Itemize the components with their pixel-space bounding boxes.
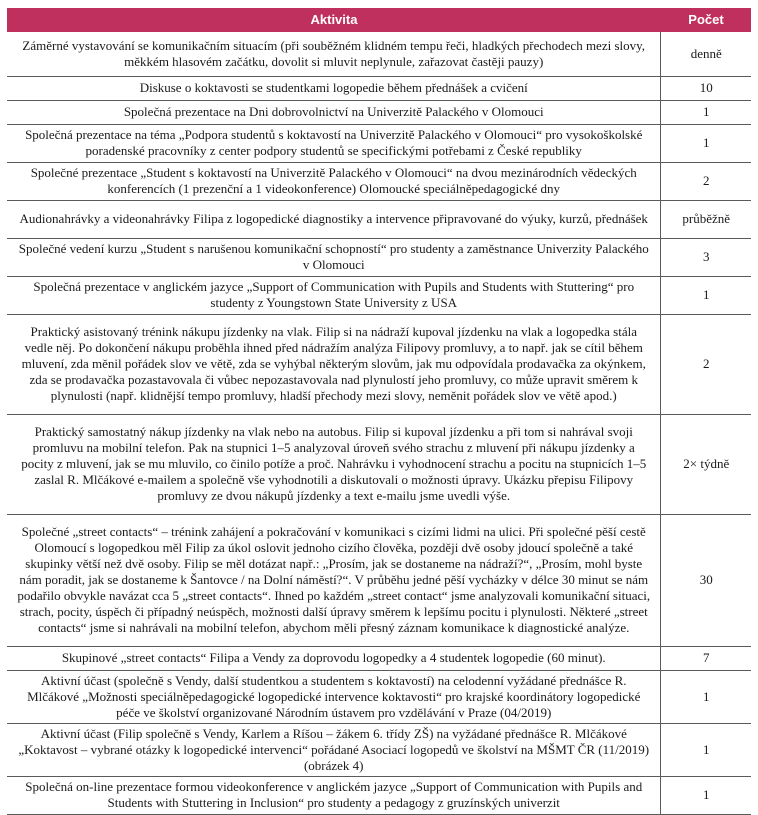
activity-cell: Diskuse o koktavosti se studentkami logopedie během přednášek a cvičení bbox=[7, 76, 661, 100]
activity-cell: Společné vedení kurzu „Student s narušenou komunikační schopností“ pro studenty a zaměstnance Univerzity Palackého v Olomouci bbox=[7, 238, 661, 276]
count-cell: 1 bbox=[661, 776, 751, 814]
table-row bbox=[7, 162, 751, 200]
table-body bbox=[7, 32, 751, 814]
table-row bbox=[7, 100, 751, 124]
table-row bbox=[7, 32, 751, 76]
count-cell: 30 bbox=[661, 514, 751, 646]
count-cell: denně bbox=[661, 32, 751, 76]
activity-cell: Skupinové „street contacts“ Filipa a Vendy za doprovodu logopedky a 4 studentek logopedie (60 minut). bbox=[7, 646, 661, 670]
table-row bbox=[7, 124, 751, 162]
activity-cell: Společná on-line prezentace formou videokonference v anglickém jazyce „Support of Communication with Pupils and Students with Stuttering in Inclusion“ pro studenty a pedagogy z gruzínských univerzit bbox=[7, 776, 661, 814]
header-row bbox=[7, 8, 751, 32]
count-cell: 1 bbox=[661, 100, 751, 124]
activity-cell: Společné „street contacts“ – trénink zahájení a pokračování v komunikaci s cizími lidmi na ulici. Při společné pěší cestě Olomoucí s logopedkou měl Filip za úkol oslovit jednoho cizího člověka, později dvě osoby jdoucí společně a také skupinky větší než dvě osoby. Filip se měl dotázat např.: „Prosím, jak se dostaneme na nádraží?“, „Prosím, mohl byste nám poradit, jak se dostaneme k Šantovce / na Dolní náměstí?“. V průběhu jedné pěší vycházky v délce 30 minut se nám podařilo obvykle navázat cca 5 „street contacts“. Ihned po každém „street contact“ jsme analyzovali komunikační situaci, strach, pocity, úspěch či případný neúspěch, možnosti další úpravy směrem k lepšímu pocitu i plynulosti. Některé „street contacts“ jsme si nahrávali na mobilní telefon, abychom měli přesný záznam komunikace k diagnostické analýze. bbox=[7, 514, 661, 646]
activities-table-container bbox=[7, 8, 751, 815]
activity-cell: Záměrné vystavování se komunikačním situacím (při souběžném klidném tempu řeči, hladkých přechodech mezi slovy, měkkém hlasovém začátku, dovolit si mluvit neplynule, zařazovat častěji pauzy) bbox=[7, 32, 661, 76]
activity-cell: Společné prezentace „Student s koktavostí na Univerzitě Palackého v Olomouci“ na dvou mezinárodních vědeckých konferencích (1 prezenční a 1 videokonference) Olomoucké speciálněpedagogické dny bbox=[7, 162, 661, 200]
activities-table bbox=[7, 8, 751, 815]
count-cell: 2 bbox=[661, 162, 751, 200]
table-row bbox=[7, 776, 751, 814]
count-cell: průběžně bbox=[661, 200, 751, 238]
activity-cell: Praktický asistovaný trénink nákupu jízdenky na vlak. Filip si na nádraží kupoval jízdenku na vlak a logopedka stála vedle něj. Po dokončení nákupu proběhla ihned před nádražím analýza Filipovy promluvy, a to např. jak se cítil během mluvení, zda měnil pořádek slov ve větě, zda se vyhýbal některým slovům, jak mu odpovídala prodavačka za okýnkem, zda se prodavačka pozastavovala či vůbec nepozastavovala nad plynulostí jeho promluvy, co může upravit směrem k plynulosti (např. klidnější tempo promluvy, hladší přechody mezi slovy, neměnit pořádek slov ve větě apod.) bbox=[7, 314, 661, 414]
table-row bbox=[7, 646, 751, 670]
activity-cell: Společná prezentace na Dni dobrovolnictví na Univerzitě Palackého v Olomouci bbox=[7, 100, 661, 124]
activity-cell: Společná prezentace na téma „Podpora studentů s koktavostí na Univerzitě Palackého v Olomouci“ pro vysokoškolské poradenské pracovníky z center podpory studentů se specifickými potřebami z České republiky bbox=[7, 124, 661, 162]
activity-cell: Audionahrávky a videonahrávky Filipa z logopedické diagnostiky a intervence připravované do výuky, kurzů, přednášek bbox=[7, 200, 661, 238]
table-row bbox=[7, 200, 751, 238]
header-activity: Aktivita bbox=[7, 8, 661, 32]
table-row bbox=[7, 414, 751, 514]
activity-cell: Společná prezentace v anglickém jazyce „Support of Communication with Pupils and Students with Stuttering“ pro studenty z Youngstown State University z USA bbox=[7, 276, 661, 314]
count-cell: 2 bbox=[661, 314, 751, 414]
header-count: Počet bbox=[661, 8, 751, 32]
count-cell: 1 bbox=[661, 670, 751, 723]
count-cell: 7 bbox=[661, 646, 751, 670]
table-row bbox=[7, 314, 751, 414]
table-header bbox=[7, 8, 751, 32]
count-cell: 1 bbox=[661, 124, 751, 162]
table-row bbox=[7, 76, 751, 100]
activity-cell: Aktivní účast (Filip společně s Vendy, Karlem a Ríšou – žákem 6. třídy ZŠ) na vyžádané přednášce R. Mlčákové „Koktavost – vybrané otázky k logopedické intervenci“ pořádané Asociací logopedů ve školství na MŠMT ČR (11/2019) (obrázek 4) bbox=[7, 723, 661, 776]
table-row bbox=[7, 276, 751, 314]
count-cell: 10 bbox=[661, 76, 751, 100]
activity-cell: Aktivní účast (společně s Vendy, další studentkou a studentem s koktavostí) na celodenní vyžádané přednášce R. Mlčákové „Možnosti speciálněpedagogické logopedické intervence koktavosti“ pro krajské koordinátory logopedické péče ve školství organizované Národním ústavem pro vzdělávání v Praze (04/2019) bbox=[7, 670, 661, 723]
count-cell: 1 bbox=[661, 276, 751, 314]
table-row bbox=[7, 670, 751, 723]
count-cell: 3 bbox=[661, 238, 751, 276]
table-row bbox=[7, 514, 751, 646]
count-cell: 2× týdně bbox=[661, 414, 751, 514]
count-cell: 1 bbox=[661, 723, 751, 776]
table-row bbox=[7, 723, 751, 776]
table-row bbox=[7, 238, 751, 276]
activity-cell: Praktický samostatný nákup jízdenky na vlak nebo na autobus. Filip si kupoval jízdenku a při tom si nahrával svoji promluvu na mobilní telefon. Pak na stupnici 1–5 analyzoval úroveň svého strachu z mluvení při nákupu jízdenky a pocity z mluvení, jak se mu mluvilo, co činilo potíže a proč. Nahrávku i vyhodnocení strachu a pocitu na stupnicích 1–5 zaslal R. Mlčákové e-mailem a společně vše vyhodnotili a diskutovali o možnosti úpravy. Ukázku přepisu Filipovy promluvy ze dvou nákupů jízdenky a text e-mailu jsme uvedli výše. bbox=[7, 414, 661, 514]
